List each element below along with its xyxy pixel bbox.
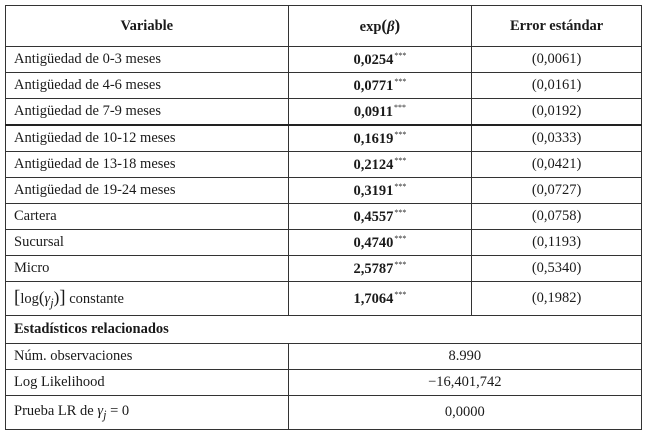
- stats-section-title: Estadísticos relacionados: [6, 316, 642, 344]
- coef-value: 0,2124: [353, 156, 394, 173]
- close-bracket: ]: [59, 286, 66, 308]
- row-label: Antigüedad de 10-12 meses: [6, 125, 289, 152]
- row-se: (0,0421): [472, 152, 642, 178]
- row-coef: [288, 230, 472, 256]
- coef-value: 1,7064: [353, 290, 394, 307]
- lr-test-text: Prueba LR de: [14, 402, 94, 419]
- significance-stars: ***: [394, 207, 407, 217]
- regression-table: [5, 5, 642, 430]
- row-se: (0,0333): [472, 125, 642, 152]
- significance-stars: ***: [394, 289, 407, 299]
- table-row: [6, 47, 642, 73]
- coef-value: 2,5787: [353, 260, 394, 277]
- row-se: (0,0758): [472, 204, 642, 230]
- table-row: [6, 99, 642, 126]
- row-label: Sucursal: [6, 230, 289, 256]
- table-row: [6, 256, 642, 282]
- table-row: [6, 230, 642, 256]
- row-se: (0,1193): [472, 230, 642, 256]
- row-label: Antigüedad de 4-6 meses: [6, 73, 289, 99]
- table-row: [6, 178, 642, 204]
- constant-label: [6, 282, 289, 316]
- row-coef: [288, 204, 472, 230]
- coef-value: 0,0254: [353, 51, 394, 68]
- table-row: [6, 73, 642, 99]
- significance-stars: ***: [394, 259, 407, 269]
- gamma-symbol: γ: [97, 402, 104, 419]
- header-exp-fn: exp: [359, 19, 382, 35]
- significance-stars: ***: [394, 233, 407, 243]
- equals-zero: = 0: [110, 402, 130, 419]
- row-se: (0,0192): [472, 99, 642, 126]
- stats-row: [6, 370, 642, 396]
- header-exp-beta: [288, 6, 472, 47]
- row-coef: [288, 73, 472, 99]
- gamma-symbol: γ: [44, 290, 51, 307]
- stats-label: Núm. observaciones: [6, 344, 289, 370]
- row-label: Cartera: [6, 204, 289, 230]
- row-coef: [288, 152, 472, 178]
- stats-section-row: [6, 316, 642, 344]
- log-fn: log: [20, 290, 39, 307]
- significance-stars: ***: [394, 50, 407, 60]
- table-row: [6, 204, 642, 230]
- significance-stars: ***: [393, 102, 406, 112]
- header-variable: Variable: [6, 6, 289, 47]
- significance-stars: ***: [394, 181, 407, 191]
- row-label: Antigüedad de 19-24 meses: [6, 178, 289, 204]
- subscript-j: j: [50, 295, 54, 310]
- lr-test-label: [6, 396, 289, 430]
- close-paren: ): [53, 287, 60, 307]
- row-label: Antigüedad de 0-3 meses: [6, 47, 289, 73]
- row-label: Antigüedad de 13-18 meses: [6, 152, 289, 178]
- constant-text: constante: [69, 290, 124, 307]
- lr-test-value: 0,0000: [288, 396, 641, 430]
- coef-value: 0,0911: [353, 103, 393, 120]
- lr-test-row: [6, 396, 642, 430]
- open-bracket: [: [14, 286, 21, 308]
- stats-value: 8.990: [288, 344, 641, 370]
- row-label: Antigüedad de 7-9 meses: [6, 99, 289, 126]
- table-row: [6, 152, 642, 178]
- coef-value: 0,0771: [353, 77, 394, 94]
- row-se: (0,0161): [472, 73, 642, 99]
- stats-label: Log Likelihood: [6, 370, 289, 396]
- row-coef: [288, 99, 472, 126]
- subscript-j: j: [103, 407, 107, 422]
- constant-row: [6, 282, 642, 316]
- coef-value: 0,3191: [353, 182, 394, 199]
- constant-se: (0,1982): [472, 282, 642, 316]
- stats-value: −16,401,742: [288, 370, 641, 396]
- close-paren: ): [394, 16, 401, 35]
- open-paren: (: [381, 16, 388, 35]
- row-coef: [288, 178, 472, 204]
- coef-value: 0,4557: [353, 208, 394, 225]
- significance-stars: ***: [394, 129, 407, 139]
- row-coef: [288, 47, 472, 73]
- coef-value: 0,1619: [353, 130, 394, 147]
- row-coef: [288, 125, 472, 152]
- row-se: (0,0061): [472, 47, 642, 73]
- table-row: [6, 125, 642, 152]
- stats-row: [6, 344, 642, 370]
- row-coef: [288, 256, 472, 282]
- header-std-error: Error estándar: [472, 6, 642, 47]
- constant-coef: [288, 282, 472, 316]
- open-paren: (: [38, 287, 45, 307]
- significance-stars: ***: [394, 76, 407, 86]
- table-header-row: [6, 6, 642, 47]
- row-label: Micro: [6, 256, 289, 282]
- row-se: (0,0727): [472, 178, 642, 204]
- row-se: (0,5340): [472, 256, 642, 282]
- header-beta: β: [387, 19, 395, 35]
- coef-value: 0,4740: [353, 234, 394, 251]
- significance-stars: ***: [394, 155, 407, 165]
